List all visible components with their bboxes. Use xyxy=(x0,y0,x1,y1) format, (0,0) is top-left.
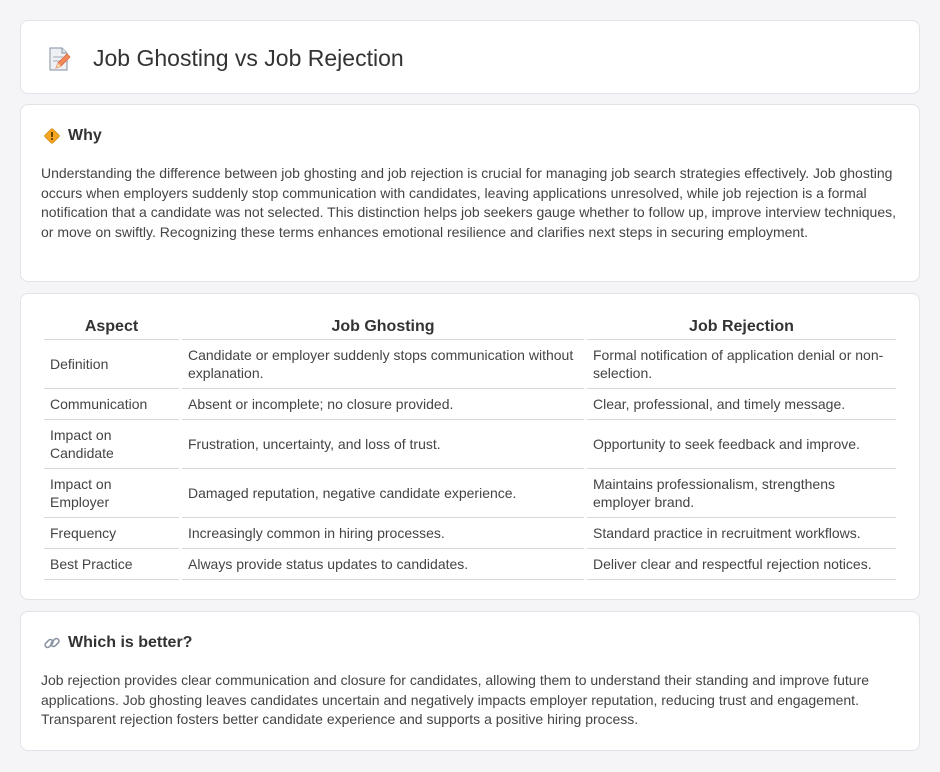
title-card xyxy=(20,20,920,94)
better-title: Which is better? xyxy=(68,634,193,651)
page-title: Job Ghosting vs Job Rejection xyxy=(93,45,404,71)
which-is-better-card xyxy=(20,611,920,751)
cell-aspect: Frequency xyxy=(44,518,179,549)
cell-rejection: Deliver clear and respectful rejection notices. xyxy=(587,549,896,580)
cell-rejection: Opportunity to seek feedback and improve. xyxy=(587,420,896,469)
cell-aspect: Best Practice xyxy=(44,549,179,580)
cell-aspect: Definition xyxy=(44,340,179,389)
table-row xyxy=(44,518,896,549)
cell-ghosting: Damaged reputation, negative candidate experience. xyxy=(182,469,584,518)
cell-rejection: Standard practice in recruitment workflows. xyxy=(587,518,896,549)
header-job-ghosting: Job Ghosting xyxy=(182,316,584,340)
cell-ghosting: Frustration, uncertainty, and loss of trust. xyxy=(182,420,584,469)
header-aspect: Aspect xyxy=(44,316,179,340)
header-job-rejection: Job Rejection xyxy=(587,316,896,340)
cell-aspect: Impact on Employer xyxy=(44,469,179,518)
better-text: Job rejection provides clear communication and closure for candidates, allowing them to understand their standing and improve future applications. Job ghosting leaves candidates uncertain and negatively impacts employer reputation, reducing trust and engagement. Transparent rejection fosters better candidate experience and supports a positive hiring process. xyxy=(41,672,870,728)
cell-ghosting: Increasingly common in hiring processes. xyxy=(182,518,584,549)
cell-rejection: Formal notification of application denial or non-selection. xyxy=(587,340,896,389)
cell-ghosting: Always provide status updates to candidates. xyxy=(182,549,584,580)
why-text: Understanding the difference between job ghosting and job rejection is crucial for managing job search strategies effectively. Job ghosting occurs when employers suddenly stop communication with candidates, leaving applications unresolved, while job rejection is a formal notification that a candidate was not selected. This distinction helps job seekers gauge whether to follow up, improve interview techniques, or move on swiftly. Recognizing these terms enhances emotional resilience and clarifies next steps in securing employment. xyxy=(41,165,897,240)
comparison-card xyxy=(20,293,920,600)
why-title: Why xyxy=(68,127,102,144)
edit-document-icon xyxy=(47,46,71,72)
table-row xyxy=(44,549,896,580)
cell-aspect: Communication xyxy=(44,389,179,420)
table-row xyxy=(44,420,896,469)
cell-ghosting: Candidate or employer suddenly stops communication without explanation. xyxy=(182,340,584,389)
why-card xyxy=(20,104,920,282)
cell-aspect: Impact on Candidate xyxy=(44,420,179,469)
warning-diamond-icon xyxy=(43,127,61,145)
cell-ghosting: Absent or incomplete; no closure provided. xyxy=(182,389,584,420)
link-icon xyxy=(43,634,61,652)
better-header xyxy=(43,634,192,652)
cell-rejection: Clear, professional, and timely message. xyxy=(587,389,896,420)
comparison-table xyxy=(41,316,899,580)
table-row xyxy=(44,389,896,420)
cell-rejection: Maintains professionalism, strengthens employer brand. xyxy=(587,469,896,518)
table-row xyxy=(44,469,896,518)
title-row xyxy=(47,45,404,72)
table-header-row xyxy=(44,316,896,340)
why-header xyxy=(43,127,102,145)
table-row xyxy=(44,340,896,389)
